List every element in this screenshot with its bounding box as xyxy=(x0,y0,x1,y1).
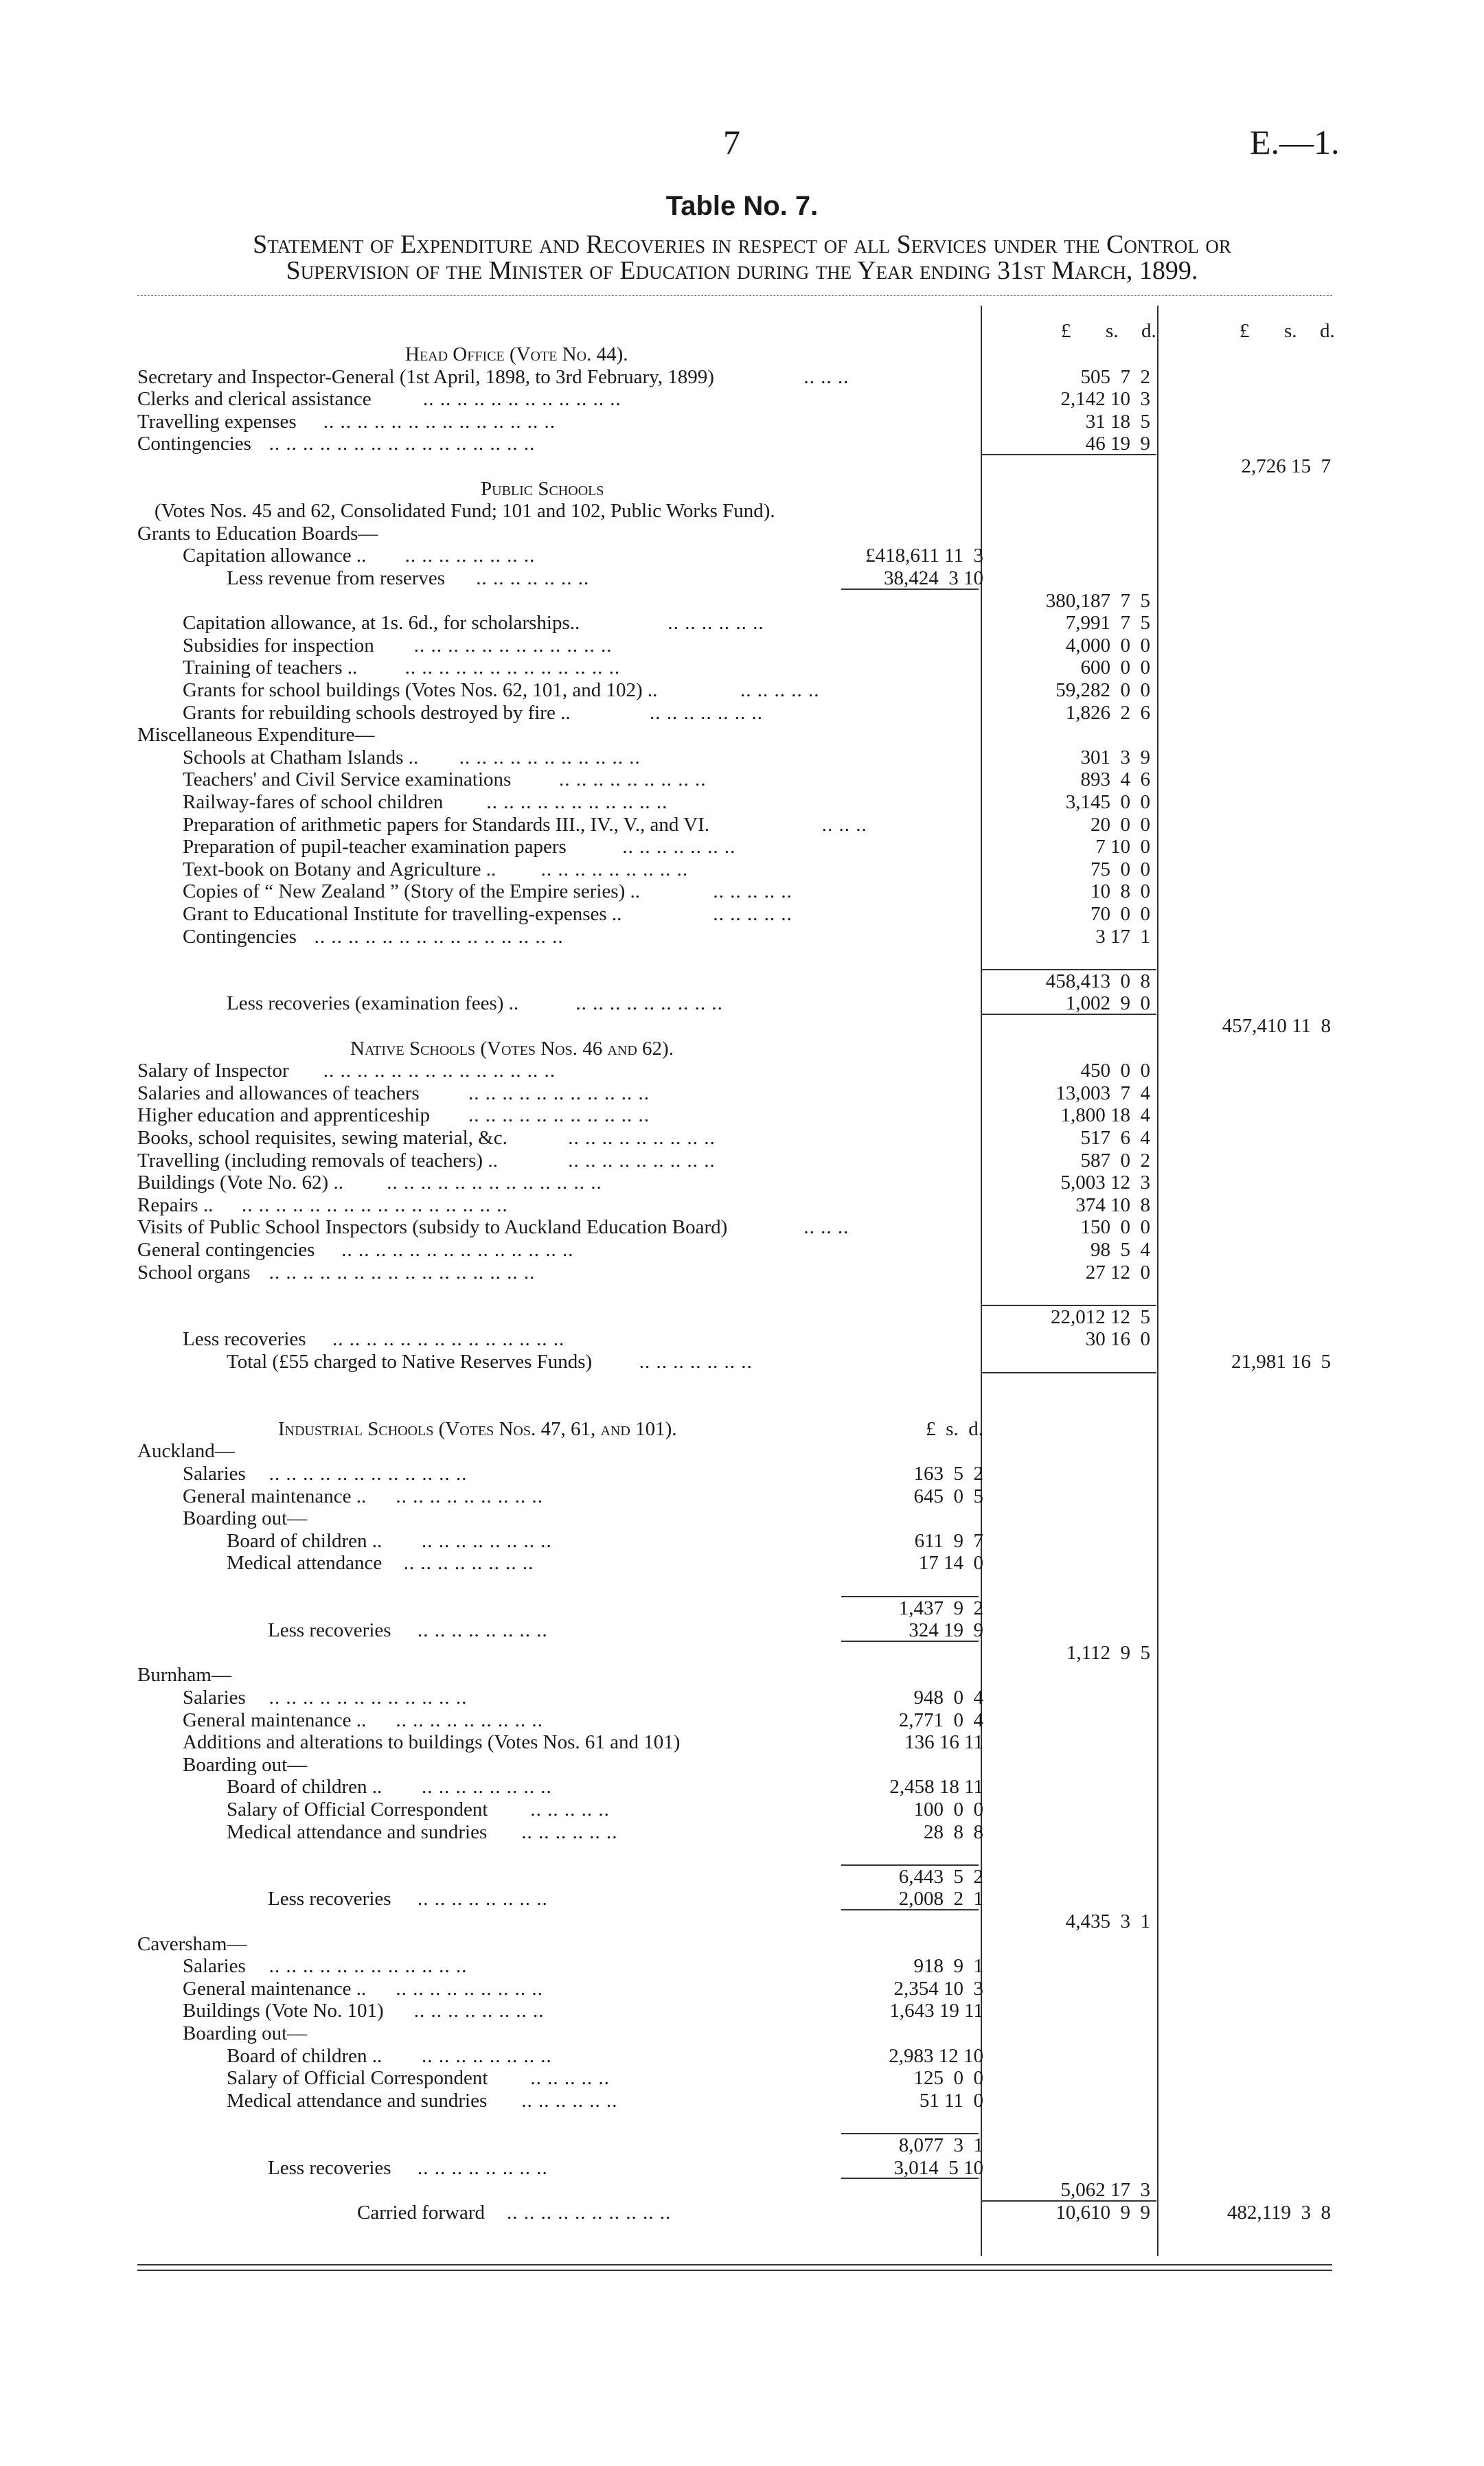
amount-column-1: 7,991 7 5 xyxy=(1065,612,1150,635)
amount-column-2: 2,726 15 7 xyxy=(1241,455,1331,477)
row-label: Preparation of pupil-teacher examination papers xyxy=(183,836,567,858)
table-row xyxy=(0,1933,1484,1955)
amount-column-1: 10,610 9 9 xyxy=(1055,2201,1150,2224)
row-label: Contingencies xyxy=(137,433,251,455)
amount-column-1: 505 7 2 xyxy=(1080,365,1150,388)
amount-column-1: 374 10 8 xyxy=(1075,1194,1150,1216)
table-row xyxy=(0,1127,1484,1149)
table-row xyxy=(0,1910,1484,1932)
amount-subcolumn: 38,424 3 10 xyxy=(884,567,983,589)
row-label: Buildings (Vote No. 101) xyxy=(183,2000,384,2022)
leader-dots: .. .. .. .. .. .. .. .. .. .. xyxy=(507,2201,672,2224)
table-row xyxy=(0,2000,1484,2022)
amount-subcolumn: 948 0 4 xyxy=(913,1687,983,1709)
leader-dots: .. .. .. .. .. .. .. .. .. .. .. xyxy=(459,746,641,768)
col-b-pound-header: £ xyxy=(1061,320,1071,342)
row-label: Auckland— xyxy=(137,1440,235,1463)
table-row xyxy=(0,1776,1484,1798)
table-row xyxy=(0,746,1484,768)
table-row xyxy=(0,2112,1484,2134)
row-label: Training of teachers .. xyxy=(183,657,358,679)
leader-dots: .. .. .. .. .. .. .. .. .. xyxy=(396,1709,543,1731)
leader-dots: .. .. .. .. .. .. .. .. .. xyxy=(396,1977,543,2000)
amount-column-1: 31 18 5 xyxy=(1085,410,1150,433)
table-row xyxy=(0,970,1484,992)
row-label: Contingencies xyxy=(183,925,297,948)
table-row xyxy=(0,2090,1484,2112)
amount-column-1: 1,112 9 5 xyxy=(1066,1641,1150,1664)
table-row xyxy=(0,2067,1484,2089)
row-label: Visits of Public School Inspectors (subsidy to Auckland Education Board) xyxy=(137,1216,728,1239)
leader-dots: .. .. .. .. .. .. .. .. .. .. .. .. xyxy=(269,1955,468,1978)
table-row xyxy=(0,2134,1484,2156)
table-row xyxy=(0,992,1484,1014)
row-label: Native Schools (Votes Nos. 46 and 62). xyxy=(350,1037,674,1060)
row-label: Clerks and clerical assistance xyxy=(137,388,372,411)
row-label: Less recoveries (examination fees) .. xyxy=(227,992,519,1015)
leader-dots: .. .. .. .. .. .. .. .. .. .. .. xyxy=(486,791,668,813)
table-row xyxy=(0,1395,1484,1417)
leader-dots: .. .. .. .. .. .. .. .. xyxy=(422,2044,552,2067)
amount-column-1: 20 0 0 xyxy=(1091,813,1150,836)
leader-dots: .. .. .. .. .. .. .. .. .. xyxy=(559,768,707,791)
row-label: Schools at Chatham Islands .. xyxy=(183,746,419,768)
table-row xyxy=(0,679,1484,701)
row-label: Salary of Official Correspondent xyxy=(227,1799,488,1820)
table-row xyxy=(0,2202,1484,2224)
row-label: General maintenance .. xyxy=(183,1485,367,1507)
amount-column-2: 457,410 11 8 xyxy=(1222,1015,1331,1037)
row-label: Salaries xyxy=(183,1687,246,1709)
leader-dots: .. .. .. .. .. .. .. .. .. .. .. .. .. .. xyxy=(341,1239,574,1261)
table-row xyxy=(0,657,1484,678)
leader-dots: .. .. .. .. .. .. .. .. .. .. .. xyxy=(468,1104,650,1127)
amount-column-1: 517 6 4 xyxy=(1080,1127,1150,1149)
table-row xyxy=(0,1038,1484,1060)
leader-dots: .. .. .. .. .. .. .. .. xyxy=(418,1888,548,1910)
leader-dots: .. .. .. xyxy=(821,813,867,836)
amount-column-1: 3,145 0 0 xyxy=(1065,791,1150,813)
leader-dots: .. .. .. xyxy=(803,1216,849,1239)
row-label: Less recoveries xyxy=(268,2156,391,2179)
amount-column-1: 7 10 0 xyxy=(1095,836,1150,858)
leader-dots: .. .. .. .. .. .. .. .. xyxy=(418,1619,548,1642)
row-label: Carried forward xyxy=(357,2201,485,2224)
row-label: Teachers' and Civil Service examinations xyxy=(183,768,512,791)
row-label: Capitation allowance .. xyxy=(183,545,367,567)
row-label: Board of children .. xyxy=(227,1776,383,1799)
amount-subcolumn: 8,077 3 1 xyxy=(898,2134,983,2156)
col-b-shilling-header: s. xyxy=(1106,320,1119,342)
table-row xyxy=(0,948,1484,970)
table-row xyxy=(0,1440,1484,1462)
row-label: Boarding out— xyxy=(183,1753,308,1776)
amount-column-1: 1,800 18 4 xyxy=(1060,1104,1150,1127)
leader-dots: .. .. .. .. .. .. .. .. .. xyxy=(568,1149,716,1172)
table-row xyxy=(0,567,1484,589)
row-label: Medical attendance xyxy=(227,1552,383,1575)
table-row xyxy=(0,433,1484,455)
table-row xyxy=(0,1709,1484,1731)
leader-dots: .. .. .. .. .. .. .. .. xyxy=(418,2156,548,2179)
row-label: Capitation allowance, at 1s. 6d., for scholarships.. xyxy=(183,612,580,635)
row-label: Grants for school buildings (Votes Nos. 62, 101, and 102) .. xyxy=(183,679,658,701)
table-row xyxy=(0,1306,1484,1328)
leader-dots: .. .. .. .. .. .. xyxy=(667,612,764,635)
table-row xyxy=(0,1642,1484,1664)
leader-dots: .. .. .. .. .. .. .. .. .. .. .. .. .. .. .. .. xyxy=(269,1261,536,1283)
table-row xyxy=(0,1888,1484,1910)
row-label: Less revenue from reserves xyxy=(227,567,446,589)
row-label: Burnham— xyxy=(137,1664,231,1687)
amount-subcolumn: 324 19 9 xyxy=(909,1619,983,1642)
table-row xyxy=(0,926,1484,948)
amount-column-1: 893 4 6 xyxy=(1080,768,1150,791)
leader-dots: .. .. .. .. .. .. .. xyxy=(650,701,763,724)
table-row xyxy=(0,1799,1484,1820)
amount-column-1: 150 0 0 xyxy=(1080,1216,1150,1239)
amount-column-1: 22,012 12 5 xyxy=(1051,1305,1150,1328)
document-code: E.—1. xyxy=(1250,123,1340,161)
table-row xyxy=(0,343,1484,365)
leader-dots: .. .. .. .. .. .. .. .. .. .. .. .. xyxy=(423,388,621,411)
table-row xyxy=(0,545,1484,567)
amount-subcolumn: 918 9 1 xyxy=(913,1955,983,1978)
row-label: Board of children .. xyxy=(227,2044,383,2067)
table-row xyxy=(0,500,1484,522)
leader-dots: .. .. .. .. .. .. .. .. xyxy=(404,545,536,567)
table-row xyxy=(0,1821,1484,1843)
row-label: Secretary and Inspector-General (1st April, 1898, to 3rd February, 1899) xyxy=(137,365,714,388)
row-label: Additions and alterations to buildings (Votes Nos. 61 and 101) xyxy=(183,1731,681,1754)
table-row xyxy=(0,1731,1484,1753)
row-label: Less recoveries xyxy=(183,1328,306,1351)
row-label: Grants to Education Boards— xyxy=(137,522,378,545)
amount-column-1: 5,003 12 3 xyxy=(1060,1172,1150,1194)
table-row xyxy=(0,1351,1484,1373)
amount-subcolumn: 2,983 12 10 xyxy=(889,2044,983,2067)
amount-subcolumn: £ s. d. xyxy=(926,1417,983,1440)
table-row xyxy=(0,1687,1484,1709)
table-row xyxy=(0,411,1484,433)
amount-subcolumn: 17 14 0 xyxy=(918,1552,983,1575)
amount-subcolumn: 1,437 9 2 xyxy=(898,1597,983,1619)
leader-dots: .. .. .. .. .. .. .. .. xyxy=(403,1552,534,1575)
amount-column-1: 75 0 0 xyxy=(1091,858,1150,880)
col-c-shilling-header: s. xyxy=(1284,320,1297,342)
row-label: Salaries and allowances of teachers xyxy=(137,1082,420,1104)
table-row xyxy=(0,1060,1484,1082)
leader-dots: .. .. .. .. .. .. .. .. .. .. .. .. .. .. .. xyxy=(314,925,564,948)
row-label: Salaries xyxy=(183,1463,246,1485)
table-row xyxy=(0,1575,1484,1597)
row-label: Medical attendance and sundries xyxy=(227,2089,488,2112)
row-label: Higher education and apprenticeship xyxy=(137,1104,430,1127)
amount-column-2: 21,981 16 5 xyxy=(1231,1351,1331,1373)
table-row xyxy=(0,1843,1484,1865)
amount-subcolumn: 611 9 7 xyxy=(914,1529,983,1552)
table-row xyxy=(0,791,1484,813)
table-row xyxy=(0,1418,1484,1440)
amount-column-1: 450 0 0 xyxy=(1080,1060,1150,1082)
amount-column-1: 2,142 10 3 xyxy=(1060,388,1150,411)
row-label: Books, school requisites, sewing material, &c. xyxy=(137,1127,507,1149)
row-label: Head Office (Vote No. 44). xyxy=(405,343,628,365)
col-c-pound-header: £ xyxy=(1240,320,1250,342)
amount-subcolumn: 28 8 8 xyxy=(924,1820,983,1843)
amount-subcolumn: £418,611 11 3 xyxy=(865,545,983,567)
table-row xyxy=(0,1507,1484,1529)
leader-dots: .. .. .. .. .. .. .. .. xyxy=(422,1529,552,1552)
row-label: General maintenance .. xyxy=(183,1709,367,1731)
leader-dots: .. .. .. .. .. .. xyxy=(521,1820,618,1843)
subtitle-line-1: Statement of Expenditure and Recoveries in respect of all Services under the Control or xyxy=(253,230,1231,259)
amount-column-1: 13,003 7 4 xyxy=(1055,1082,1150,1104)
table-row xyxy=(0,858,1484,880)
table-row xyxy=(0,2045,1484,2067)
table-row xyxy=(0,388,1484,410)
subtitle-line-2: Supervision of the Minister of Education during the Year ending 31st March, 1899. xyxy=(286,256,1198,285)
table-row xyxy=(0,836,1484,858)
leader-dots: .. .. .. .. .. .. xyxy=(521,2089,618,2112)
row-label: Less recoveries xyxy=(268,1888,391,1910)
row-label: Repairs .. xyxy=(137,1194,214,1216)
amount-column-1: 600 0 0 xyxy=(1080,657,1150,679)
leader-dots: .. .. .. .. .. .. .. .. .. xyxy=(540,858,689,880)
table-row xyxy=(0,1373,1484,1395)
bottom-rule-1 xyxy=(137,2264,1332,2265)
table-row xyxy=(0,478,1484,500)
row-label: (Votes Nos. 45 and 62, Consolidated Fund; 101 and 102, Public Works Fund). xyxy=(155,500,775,523)
leader-dots: .. .. .. .. .. .. .. .. .. .. .. xyxy=(468,1082,650,1104)
leader-dots: .. .. .. .. .. .. .. .. .. .. .. .. .. .. .. .. xyxy=(269,433,536,455)
amount-subcolumn: 125 0 0 xyxy=(913,2067,983,2090)
leader-dots: .. .. .. .. .. .. .. .. .. .. .. .. .. .. xyxy=(323,410,556,433)
row-label: Public Schools xyxy=(481,477,604,500)
amount-column-1: 458,413 0 8 xyxy=(1045,970,1150,992)
table-row xyxy=(0,590,1484,612)
amount-column-1: 380,187 7 5 xyxy=(1045,589,1150,612)
leader-dots: .. .. .. .. .. .. .. .. .. xyxy=(568,1127,716,1149)
row-label: Railway-fares of school children xyxy=(183,791,444,813)
table-row xyxy=(0,523,1484,545)
amount-column-1: 98 5 4 xyxy=(1091,1239,1150,1261)
row-label: Copies of “ New Zealand ” (Story of the Empire series) .. xyxy=(183,880,640,903)
row-label: Caversham— xyxy=(137,1932,247,1955)
table-row xyxy=(0,1150,1484,1172)
table-row xyxy=(0,1172,1484,1194)
row-label: Text-book on Botany and Agriculture .. xyxy=(183,858,496,880)
table-row xyxy=(0,1978,1484,2000)
table-row xyxy=(0,1194,1484,1216)
table-row xyxy=(0,1015,1484,1037)
amount-subcolumn: 6,443 5 2 xyxy=(898,1865,983,1888)
table-row xyxy=(0,724,1484,746)
table-row xyxy=(0,1866,1484,1888)
table-row xyxy=(0,1283,1484,1305)
table-row xyxy=(0,702,1484,724)
amount-subcolumn: 2,008 2 1 xyxy=(898,1888,983,1910)
table-row xyxy=(0,814,1484,836)
table-row xyxy=(0,1328,1484,1350)
row-label: Grants for rebuilding schools destroyed by fire .. xyxy=(183,701,571,724)
table-row xyxy=(0,1082,1484,1104)
amount-subcolumn: 2,354 10 3 xyxy=(893,1977,983,2000)
row-label: General contingencies xyxy=(137,1239,315,1261)
row-label: Boarding out— xyxy=(183,1507,308,1530)
table-row xyxy=(0,1530,1484,1552)
leader-dots: .. .. .. .. .. xyxy=(713,903,792,925)
table-row xyxy=(0,1485,1484,1507)
amount-column-1: 27 12 0 xyxy=(1085,1261,1150,1283)
amount-subcolumn: 136 16 11 xyxy=(904,1731,983,1754)
row-label: Board of children .. xyxy=(227,1529,383,1552)
amount-column-1: 30 16 0 xyxy=(1085,1328,1150,1351)
table-row xyxy=(0,1552,1484,1574)
amount-column-1: 4,435 3 1 xyxy=(1065,1910,1150,1932)
amount-column-1: 587 0 2 xyxy=(1080,1149,1150,1172)
table-row xyxy=(0,903,1484,925)
leader-dots: .. .. .. .. .. .. .. .. .. xyxy=(575,992,723,1015)
leader-dots: .. .. .. .. .. .. .. .. .. .. .. .. .. .. xyxy=(332,1328,565,1351)
amount-subcolumn: 163 5 2 xyxy=(913,1463,983,1485)
table-row xyxy=(0,1216,1484,1238)
table-title: Table No. 7. xyxy=(665,191,819,221)
leader-dots: .. .. .. .. .. .. .. .. xyxy=(422,1776,552,1799)
leader-dots: .. .. .. .. .. .. .. .. .. .. .. .. .. xyxy=(387,1172,602,1194)
table-row xyxy=(0,768,1484,790)
leader-dots: .. .. .. .. .. .. .. .. .. .. .. .. .. .. xyxy=(323,1060,556,1082)
table-row xyxy=(0,2179,1484,2201)
col-c-pence-header: d. xyxy=(1320,320,1335,342)
amount-column-1: 70 0 0 xyxy=(1091,903,1150,925)
leader-dots: .. .. .. .. .. xyxy=(530,2067,610,2090)
table-row xyxy=(0,2157,1484,2179)
table-row xyxy=(0,635,1484,657)
leader-dots: .. .. .. .. .. .. .. .. xyxy=(413,2000,545,2022)
amount-column-1: 46 19 9 xyxy=(1085,433,1150,455)
leader-dots: .. .. .. .. .. xyxy=(530,1799,610,1820)
page-number: 7 xyxy=(723,123,740,161)
table-row xyxy=(0,1597,1484,1619)
amount-column-1: 1,002 9 0 xyxy=(1065,992,1150,1015)
table-row xyxy=(0,2022,1484,2044)
table-row xyxy=(0,1664,1484,1686)
bottom-rule-2 xyxy=(137,2270,1332,2271)
leader-dots: .. .. .. .. .. .. .. .. .. .. .. .. .. xyxy=(404,657,621,679)
amount-subcolumn: 3,014 5 10 xyxy=(893,2156,983,2179)
leader-dots: .. .. .. xyxy=(803,365,849,388)
amount-column-2: 482,119 3 8 xyxy=(1226,2201,1331,2224)
table-row xyxy=(0,880,1484,902)
row-label: Travelling expenses xyxy=(137,410,297,433)
amount-column-1: 301 3 9 xyxy=(1080,746,1150,768)
table-row xyxy=(0,366,1484,388)
leader-dots: .. .. .. .. .. .. .. .. .. .. .. .. .. .. .. .. xyxy=(242,1194,508,1216)
leader-dots: .. .. .. .. .. .. .. xyxy=(639,1351,753,1373)
amount-column-1: 1,826 2 6 xyxy=(1065,701,1150,724)
amount-column-1: 10 8 0 xyxy=(1091,880,1150,903)
row-label: Buildings (Vote No. 62) .. xyxy=(137,1172,343,1194)
leader-dots: .. .. .. .. .. xyxy=(740,679,820,701)
amount-subcolumn: 2,458 18 11 xyxy=(889,1776,983,1799)
row-label: Medical attendance and sundries xyxy=(227,1820,488,1843)
amount-subcolumn: 2,771 0 4 xyxy=(898,1709,983,1731)
row-label: Travelling (including removals of teachers) .. xyxy=(137,1149,498,1172)
leader-dots: .. .. .. .. .. .. .. xyxy=(476,567,590,589)
table-row xyxy=(0,1463,1484,1485)
table-row xyxy=(0,1754,1484,1776)
row-label: Industrial Schools (Votes Nos. 47, 61, and 101). xyxy=(278,1417,677,1440)
amount-column-1: 4,000 0 0 xyxy=(1065,634,1150,657)
amount-column-1: 5,062 17 3 xyxy=(1060,2179,1150,2202)
col-b-pence-header: d. xyxy=(1141,320,1156,342)
amount-subcolumn: 1,643 19 11 xyxy=(889,2000,983,2022)
leader-dots: .. .. .. .. .. .. .. .. .. .. .. .. xyxy=(269,1687,468,1709)
row-label: Preparation of arithmetic papers for Standards III., IV., V., and VI. xyxy=(183,813,709,836)
table-row xyxy=(0,1261,1484,1283)
row-label: Salary of Inspector xyxy=(137,1060,289,1082)
row-label: Less recoveries xyxy=(268,1619,391,1642)
row-label: General maintenance .. xyxy=(183,1977,367,2000)
top-rule xyxy=(137,295,1332,296)
row-label: Salary of Official Correspondent xyxy=(227,2067,488,2090)
leader-dots: .. .. .. .. .. .. .. .. .. .. .. .. xyxy=(269,1463,468,1485)
table-row xyxy=(0,612,1484,634)
table-row xyxy=(0,1955,1484,1977)
table-row xyxy=(0,455,1484,477)
table-row xyxy=(0,1104,1484,1126)
amount-subcolumn: 51 11 0 xyxy=(919,2089,983,2112)
row-label: School organs xyxy=(137,1261,251,1283)
table-row xyxy=(0,1239,1484,1261)
row-label: Salaries xyxy=(183,1955,246,1978)
leader-dots: .. .. .. .. .. .. .. .. .. xyxy=(396,1485,543,1507)
leader-dots: .. .. .. .. .. .. .. .. .. .. .. .. xyxy=(413,634,613,657)
row-label: Total (£55 charged to Native Reserves Funds) xyxy=(227,1351,593,1373)
amount-subcolumn: 645 0 5 xyxy=(913,1485,983,1507)
row-label: Subsidies for inspection xyxy=(183,634,374,657)
amount-column-1: 3 17 1 xyxy=(1095,925,1150,948)
row-label: Miscellaneous Expenditure— xyxy=(137,724,375,746)
amount-subcolumn: 100 0 0 xyxy=(913,1799,983,1820)
row-label: Grant to Educational Institute for travelling-expenses .. xyxy=(183,903,622,925)
leader-dots: .. .. .. .. .. xyxy=(713,880,792,903)
amount-column-1: 59,282 0 0 xyxy=(1055,679,1150,701)
leader-dots: .. .. .. .. .. .. .. xyxy=(622,836,736,858)
table-row xyxy=(0,1619,1484,1641)
row-label: Boarding out— xyxy=(183,2022,308,2044)
